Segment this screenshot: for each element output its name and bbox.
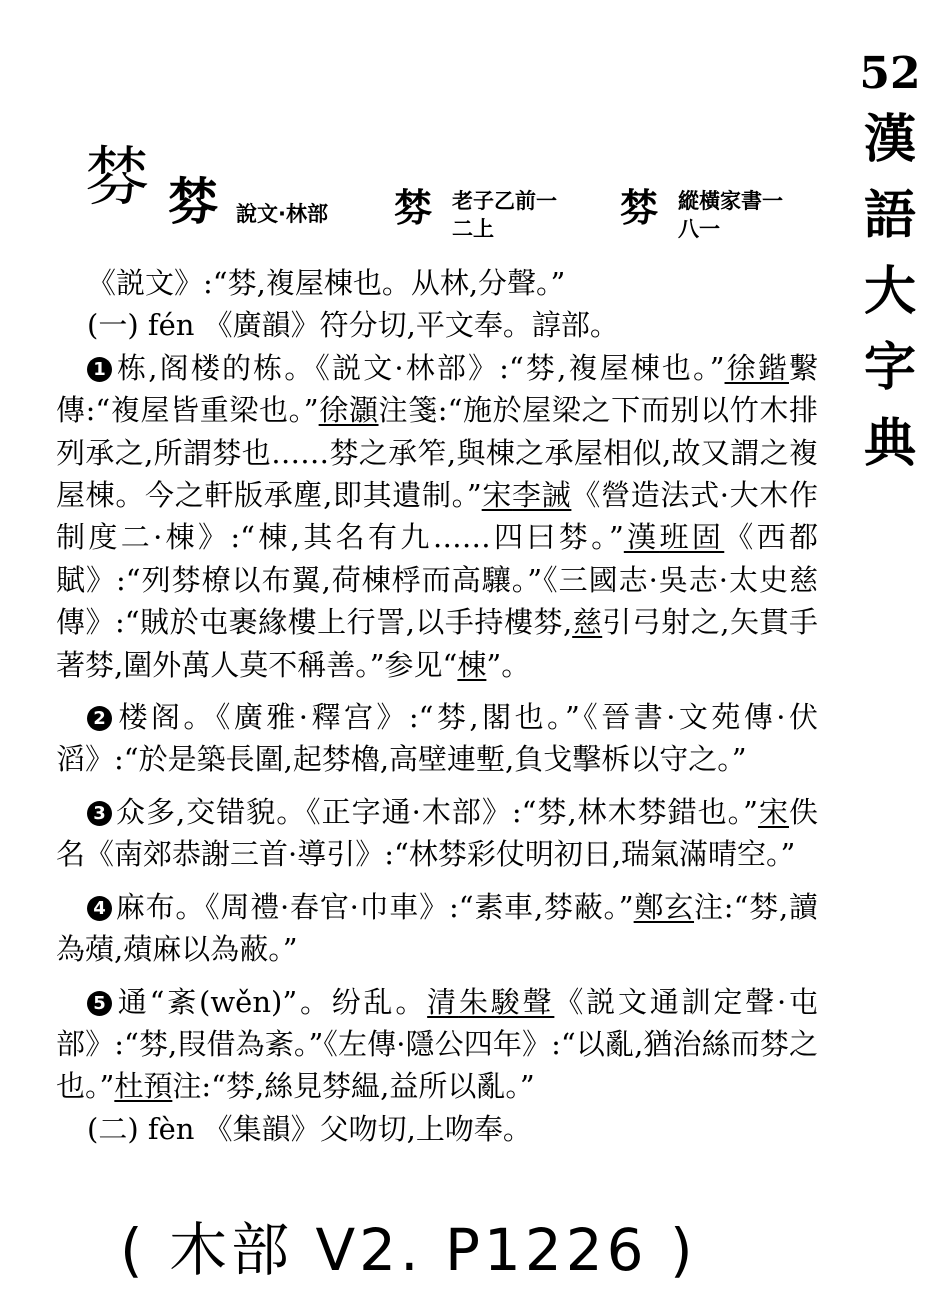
- title-char-2: 語: [863, 185, 916, 246]
- def-text: 《營造法式·大木作制度二·棟》:“棟,其名有九……四曰棼。”: [56, 478, 819, 555]
- def-text: 众多,交错貌。《正字通·木部》:“棼,林木棼錯也。”: [115, 794, 758, 829]
- def-text: 引弓射之,矢貫手著棼,圍外萬人莫不稱善。”参见“: [56, 605, 818, 682]
- reading-phonology: 《集韻》父吻切,上吻奉。: [203, 1111, 532, 1146]
- proper-name: 宋: [757, 794, 789, 829]
- cross-reference: 棟: [457, 647, 487, 682]
- reading-1: [56, 304, 818, 346]
- sense-number-5: 5: [87, 991, 112, 1016]
- headword: 棼: [85, 141, 149, 215]
- def-text: 佚名《南郊恭謝三首·導引》:“林棼彩仗明初日,瑞氣滿晴空。”: [56, 794, 818, 872]
- def-text: 栋,阁楼的栋。《説文·林部》:“棼,複屋棟也。”: [115, 350, 725, 385]
- pinyin: fèn: [147, 1111, 195, 1146]
- definition-2: [56, 696, 818, 781]
- def-text: 《説文通訓定聲·屯部》:“棼,叚借為紊。”《左傳·隱公四年》:“以亂,猶治絲而棼之也。”: [56, 984, 818, 1104]
- reading-2: [56, 1108, 818, 1150]
- sense-number-2: 2: [87, 706, 112, 731]
- title-char-3: 大: [863, 261, 916, 322]
- dictionary-title: [853, 46, 927, 482]
- proper-name: 宋: [481, 478, 513, 513]
- sense-number-4: 4: [87, 896, 112, 921]
- def-text: 通“紊(wěn)”。纷乱。: [115, 984, 428, 1019]
- proper-name: 清: [427, 984, 459, 1019]
- seal-source: 說文·林部: [236, 202, 328, 226]
- glyph3-source-line2: 八一: [678, 217, 720, 241]
- entry-body: [56, 262, 818, 1150]
- title-char-4: 字: [863, 337, 916, 398]
- page-number: 52: [859, 48, 921, 99]
- reading-label: (二): [87, 1111, 139, 1146]
- title-char-1: 漢: [863, 109, 916, 170]
- shuowen-citation: 《説文》:“棼,複屋棟也。从林,分聲。”: [87, 266, 566, 300]
- seal-script-glyph: 棼: [168, 172, 218, 231]
- definition-1: [56, 347, 818, 686]
- glyph3-source-line1: 縱橫家書一: [678, 189, 783, 213]
- handwritten-note: ( 木部 V2. P1226 ): [120, 1216, 697, 1284]
- def-text: 《西都賦》:“列棼橑以布翼,荷棟桴而高驤。”《三國志·吳志·太史慈傳》:“賊於屯裹緣樓上行詈,以手持樓棼,: [56, 520, 818, 640]
- proper-name: 班固: [659, 520, 725, 555]
- def-text: 注箋:“施於屋梁之下而别以竹木排列承之,所謂棼也……棼之承笮,與棟之承屋相似,故又謂之複屋棟。今之軒版承塵,即其遺制。”: [56, 393, 818, 513]
- def-text: 注:“棼,絲見棼緼,益所以亂。”: [172, 1069, 535, 1104]
- proper-name: 徐鍇: [724, 350, 789, 385]
- def-text: 楼阁。《廣雅·釋宫》:“棼,閣也。”《晉書·文苑傳·伏滔》:“於是築長圍,起棼櫓,高壁連塹,負戈擊柝以守之。”: [56, 700, 818, 777]
- def-text: 繫傳:“複屋皆重梁也。”: [56, 350, 818, 428]
- proper-name: 李誡: [512, 478, 572, 513]
- glyph2-source-line2: 二上: [452, 217, 494, 241]
- silk-text-glyph-2: 棼: [620, 185, 659, 230]
- proper-name: 朱駿聲: [458, 984, 555, 1019]
- proper-name: 慈: [572, 605, 603, 640]
- title-char-5: 典: [863, 413, 916, 474]
- sense-number-1: 1: [87, 357, 112, 382]
- def-text: 注:“棼,讀為薠,薠麻以為蔽。”: [56, 889, 818, 967]
- proper-name: 漢: [623, 520, 660, 555]
- proper-name: 徐灝: [318, 393, 379, 428]
- reading-phonology: 《廣韻》符分切,平文奉。諄部。: [203, 308, 619, 343]
- proper-name: 杜預: [114, 1069, 173, 1104]
- silk-text-glyph-1: 棼: [394, 185, 433, 230]
- reading-label: (一): [87, 308, 139, 343]
- def-text: ”。: [486, 647, 531, 682]
- definition-4: [56, 886, 818, 971]
- proper-name: 鄭玄: [633, 889, 695, 924]
- def-text: 麻布。《周禮·春官·巾車》:“素車,棼蔽。”: [115, 889, 634, 924]
- definition-3: [56, 791, 818, 876]
- sense-number-3: 3: [87, 801, 112, 826]
- glyph2-source-line1: 老子乙前一: [452, 189, 557, 213]
- definition-5: [56, 981, 818, 1108]
- pinyin: fén: [147, 308, 195, 343]
